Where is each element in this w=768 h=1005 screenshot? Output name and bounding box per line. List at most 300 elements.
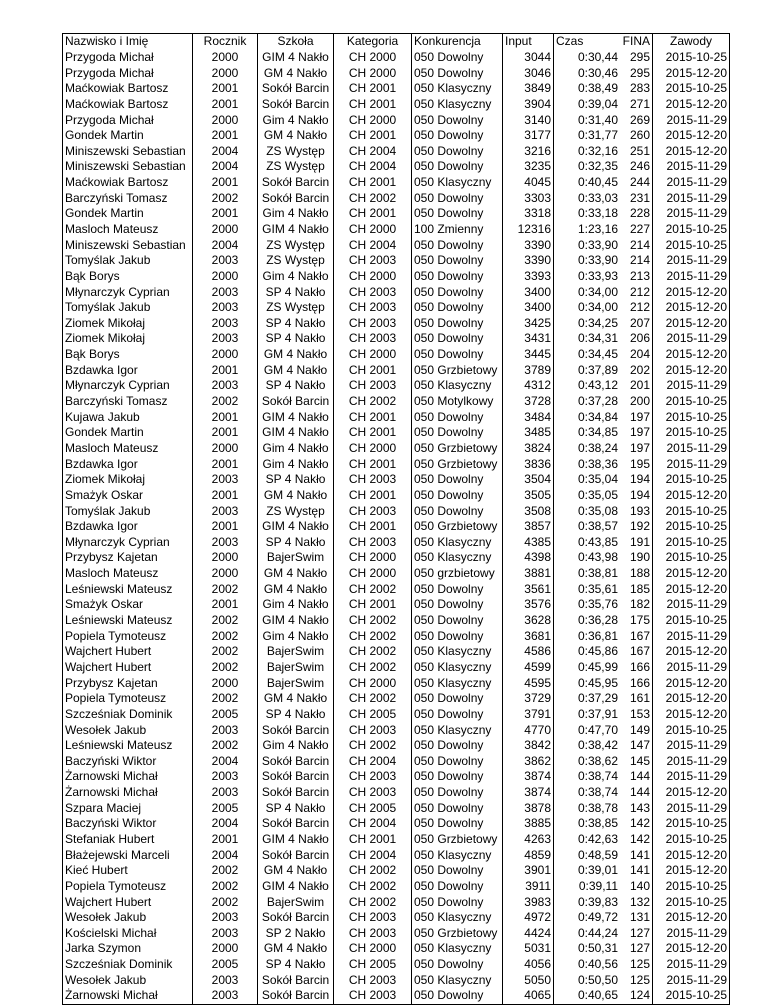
cell-meet: 2015-10-25 — [653, 409, 730, 425]
cell-meet: 2015-10-25 — [653, 519, 730, 535]
cell-category: CH 2002 — [334, 613, 412, 629]
cell-school: BajerSwim — [258, 660, 334, 676]
cell-event: 050 Dowolny — [412, 738, 503, 754]
table-row — [63, 300, 730, 316]
cell-input: 4045 — [503, 175, 554, 191]
cell-event: 050 Klasyczny — [412, 972, 503, 988]
cell-input: 3983 — [503, 894, 554, 910]
cell-fina: 283 — [629, 81, 650, 96]
table-row — [63, 785, 730, 801]
cell-meet: 2015-10-25 — [653, 425, 730, 441]
table-row — [63, 910, 730, 926]
cell-input: 3393 — [503, 269, 554, 285]
cell-name: Młynarczyk Cyprian — [63, 535, 193, 551]
table-row — [63, 316, 730, 332]
cell-time: 0:49,72 — [554, 910, 621, 926]
cell-fina: 140 — [629, 878, 650, 893]
cell-school: Gim 4 Nakło — [258, 597, 334, 613]
cell-category: CH 2004 — [334, 159, 412, 175]
cell-time: 0:34,25 — [554, 316, 621, 332]
cell-year: 2001 — [193, 597, 258, 613]
cell-name: Masloch Mateusz — [63, 441, 193, 457]
cell-input: 3791 — [503, 707, 554, 723]
cell-meet: 2015-12-20 — [653, 284, 730, 300]
cell-fina: 204 — [629, 347, 650, 362]
table-row — [63, 879, 730, 895]
table-row — [63, 394, 730, 410]
cell-fina: 206 — [629, 331, 650, 346]
cell-category: CH 2005 — [334, 707, 412, 723]
cell-meet: 2015-10-25 — [653, 535, 730, 551]
cell-input: 3842 — [503, 738, 554, 754]
table-row — [63, 847, 730, 863]
cell-school: Sokół Barcin — [258, 190, 334, 206]
cell-time: 0:38,36 — [554, 456, 621, 472]
cell-meet: 2015-12-20 — [653, 581, 730, 597]
cell-time: 0:33,90 — [554, 237, 621, 253]
cell-event: 050 Dowolny — [412, 253, 503, 269]
cell-year: 2000 — [193, 112, 258, 128]
cell-category: CH 2002 — [334, 660, 412, 676]
cell-time: 0:30,46 — [554, 65, 621, 81]
cell-year: 2002 — [193, 581, 258, 597]
cell-category: CH 2005 — [334, 800, 412, 816]
cell-input: 4599 — [503, 660, 554, 676]
cell-year: 2004 — [193, 816, 258, 832]
cell-category: CH 2000 — [334, 566, 412, 582]
cell-name: Młynarczyk Cyprian — [63, 378, 193, 394]
cell-meet: 2015-12-20 — [653, 863, 730, 879]
header-category: Kategoria — [334, 34, 412, 50]
cell-event: 050 Klasyczny — [412, 722, 503, 738]
cell-event: 100 Zmienny — [412, 222, 503, 238]
cell-year: 2002 — [193, 863, 258, 879]
cell-school: Sokół Barcin — [258, 910, 334, 926]
cell-time: 0:45,86 — [554, 644, 621, 660]
table-row — [63, 926, 730, 942]
cell-year: 2003 — [193, 535, 258, 551]
cell-time: 0:35,05 — [554, 488, 621, 504]
cell-event: 050 Dowolny — [412, 316, 503, 332]
cell-time: 0:39,83 — [554, 894, 621, 910]
cell-time: 0:47,70 — [554, 722, 621, 738]
cell-school: ZS Występ — [258, 253, 334, 269]
cell-school: Sokół Barcin — [258, 753, 334, 769]
cell-time: 0:35,04 — [554, 472, 621, 488]
cell-time: 0:40,65 — [554, 988, 621, 1004]
cell-fina: 200 — [629, 394, 650, 409]
cell-school: Sokół Barcin — [258, 847, 334, 863]
cell-input: 3485 — [503, 425, 554, 441]
cell-name: Żarnowski Michał — [63, 769, 193, 785]
cell-time: 0:43,85 — [554, 535, 621, 551]
cell-meet: 2015-12-20 — [653, 300, 730, 316]
cell-event: 050 Dowolny — [412, 581, 503, 597]
cell-input: 4056 — [503, 957, 554, 973]
cell-fina: 213 — [629, 268, 650, 283]
cell-category: CH 2003 — [334, 988, 412, 1004]
cell-input: 3561 — [503, 581, 554, 597]
table-row — [63, 222, 730, 238]
cell-school: GIM 4 Nakło — [258, 832, 334, 848]
cell-meet: 2015-11-29 — [653, 206, 730, 222]
cell-time: 0:34,85 — [554, 425, 621, 441]
cell-time: 0:45,99 — [554, 660, 621, 676]
cell-time: 0:34,00 — [554, 284, 621, 300]
table-row — [63, 707, 730, 723]
cell-input: 3508 — [503, 503, 554, 519]
table-row — [63, 488, 730, 504]
cell-year: 2000 — [193, 441, 258, 457]
cell-event: 050 Dowolny — [412, 628, 503, 644]
cell-name: Przygoda Michał — [63, 50, 193, 66]
table-row — [63, 894, 730, 910]
cell-category: CH 2000 — [334, 347, 412, 363]
cell-school: SP 4 Nakło — [258, 535, 334, 551]
cell-time: 0:43,12 — [554, 378, 621, 394]
cell-year: 2001 — [193, 832, 258, 848]
cell-school: ZS Występ — [258, 159, 334, 175]
cell-meet: 2015-10-25 — [653, 394, 730, 410]
cell-input: 3431 — [503, 331, 554, 347]
header-input: Input — [503, 34, 554, 50]
cell-fina: 190 — [629, 550, 650, 565]
table-row — [63, 362, 730, 378]
cell-category: CH 2003 — [334, 300, 412, 316]
cell-school: Gim 4 Nakło — [258, 269, 334, 285]
cell-name: Wesołek Jakub — [63, 722, 193, 738]
cell-year: 2001 — [193, 175, 258, 191]
cell-school: GIM 4 Nakło — [258, 613, 334, 629]
cell-school: SP 4 Nakło — [258, 957, 334, 973]
cell-event: 050 Klasyczny — [412, 910, 503, 926]
cell-fina: 195 — [629, 456, 650, 471]
cell-meet: 2015-12-20 — [653, 316, 730, 332]
cell-fina: 197 — [629, 409, 650, 424]
cell-school: SP 4 Nakło — [258, 378, 334, 394]
cell-year: 2002 — [193, 628, 258, 644]
cell-category: CH 2002 — [334, 879, 412, 895]
cell-fina: 202 — [629, 362, 650, 377]
cell-school: GM 4 Nakło — [258, 691, 334, 707]
cell-input: 3425 — [503, 316, 554, 332]
cell-input: 4770 — [503, 722, 554, 738]
table-row — [63, 190, 730, 206]
table-row — [63, 97, 730, 113]
cell-fina: 125 — [629, 957, 650, 972]
cell-event: 050 Grzbietowy — [412, 832, 503, 848]
cell-year: 2003 — [193, 785, 258, 801]
cell-school: Gim 4 Nakło — [258, 441, 334, 457]
cell-fina: 153 — [629, 706, 650, 721]
cell-name: Leśniewski Mateusz — [63, 613, 193, 629]
cell-event: 050 Dowolny — [412, 206, 503, 222]
cell-fina: 125 — [629, 972, 650, 987]
cell-name: Bzdawka Igor — [63, 456, 193, 472]
table-row — [63, 535, 730, 551]
cell-school: GM 4 Nakło — [258, 566, 334, 582]
table-row — [63, 206, 730, 222]
table-row — [63, 409, 730, 425]
cell-category: CH 2005 — [334, 957, 412, 973]
cell-year: 2002 — [193, 394, 258, 410]
cell-event: 050 Grzbietowy — [412, 441, 503, 457]
cell-school: Gim 4 Nakło — [258, 456, 334, 472]
cell-input: 3044 — [503, 50, 554, 66]
cell-category: CH 2001 — [334, 97, 412, 113]
cell-fina: 127 — [629, 925, 650, 940]
cell-event: 050 Dowolny — [412, 190, 503, 206]
cell-input: 3904 — [503, 97, 554, 113]
cell-input: 3857 — [503, 519, 554, 535]
cell-year: 2003 — [193, 503, 258, 519]
cell-meet: 2015-11-29 — [653, 175, 730, 191]
cell-year: 2000 — [193, 50, 258, 66]
table-row — [63, 331, 730, 347]
cell-year: 2004 — [193, 143, 258, 159]
table-row — [63, 175, 730, 191]
table-row — [63, 644, 730, 660]
cell-name: Popiela Tymoteusz — [63, 691, 193, 707]
cell-time: 0:37,29 — [554, 691, 621, 707]
cell-meet: 2015-12-20 — [653, 128, 730, 144]
cell-year: 2003 — [193, 331, 258, 347]
cell-fina: 144 — [629, 769, 650, 784]
table-row — [63, 378, 730, 394]
cell-meet: 2015-11-29 — [653, 660, 730, 676]
cell-meet: 2015-10-25 — [653, 894, 730, 910]
cell-meet: 2015-11-29 — [653, 972, 730, 988]
cell-input: 3628 — [503, 613, 554, 629]
cell-event: 050 Dowolny — [412, 503, 503, 519]
cell-input: 3303 — [503, 190, 554, 206]
cell-category: CH 2001 — [334, 206, 412, 222]
cell-category: CH 2003 — [334, 910, 412, 926]
cell-meet: 2015-11-29 — [653, 159, 730, 175]
cell-meet: 2015-11-29 — [653, 800, 730, 816]
cell-school: GM 4 Nakło — [258, 362, 334, 378]
table-row — [63, 50, 730, 66]
cell-fina: 246 — [629, 159, 650, 174]
cell-year: 2003 — [193, 300, 258, 316]
cell-name: Masloch Mateusz — [63, 566, 193, 582]
cell-fina: 127 — [629, 941, 650, 956]
cell-school: Sokół Barcin — [258, 722, 334, 738]
cell-input: 3874 — [503, 769, 554, 785]
cell-time: 0:33,93 — [554, 269, 621, 285]
cell-event: 050 Dowolny — [412, 800, 503, 816]
cell-year: 2002 — [193, 894, 258, 910]
cell-fina: 141 — [629, 863, 650, 878]
table-row — [63, 550, 730, 566]
cell-time: 0:39,11 — [554, 879, 621, 895]
cell-input: 3849 — [503, 81, 554, 97]
cell-input: 3318 — [503, 206, 554, 222]
cell-event: 050 Klasyczny — [412, 847, 503, 863]
cell-category: CH 2002 — [334, 738, 412, 754]
cell-category: CH 2003 — [334, 316, 412, 332]
cell-meet: 2015-10-25 — [653, 50, 730, 66]
cell-category: CH 2001 — [334, 128, 412, 144]
cell-year: 2000 — [193, 550, 258, 566]
cell-time: 0:43,98 — [554, 550, 621, 566]
cell-event: 050 Grzbietowy — [412, 519, 503, 535]
cell-category: CH 2001 — [334, 362, 412, 378]
cell-name: Smażyk Oskar — [63, 488, 193, 504]
cell-fina: 149 — [629, 722, 650, 737]
cell-name: Młynarczyk Cyprian — [63, 284, 193, 300]
cell-event: 050 Dowolny — [412, 863, 503, 879]
cell-year: 2001 — [193, 362, 258, 378]
cell-name: Wajchert Hubert — [63, 660, 193, 676]
table-row — [63, 253, 730, 269]
cell-school: GIM 4 Nakło — [258, 409, 334, 425]
cell-time: 0:32,16 — [554, 143, 621, 159]
cell-school: SP 4 Nakło — [258, 284, 334, 300]
cell-event: 050 Dowolny — [412, 894, 503, 910]
cell-name: Gondek Martin — [63, 128, 193, 144]
cell-year: 2003 — [193, 378, 258, 394]
cell-event: 050 Dowolny — [412, 707, 503, 723]
cell-year: 2004 — [193, 237, 258, 253]
cell-name: Gondek Martin — [63, 425, 193, 441]
header-row — [63, 34, 730, 50]
cell-category: CH 2003 — [334, 722, 412, 738]
cell-year: 2001 — [193, 409, 258, 425]
cell-name: Miniszewski Sebastian — [63, 237, 193, 253]
cell-event: 050 Dowolny — [412, 128, 503, 144]
cell-name: Błażejewski Marceli — [63, 847, 193, 863]
cell-name: Miniszewski Sebastian — [63, 143, 193, 159]
cell-event: 050 Dowolny — [412, 488, 503, 504]
table-row — [63, 753, 730, 769]
cell-meet: 2015-10-25 — [653, 722, 730, 738]
cell-fina: 142 — [629, 816, 650, 831]
cell-year: 2000 — [193, 941, 258, 957]
table-row — [63, 159, 730, 175]
cell-category: CH 2002 — [334, 894, 412, 910]
cell-time: 0:37,91 — [554, 707, 621, 723]
cell-time: 0:36,28 — [554, 613, 621, 629]
cell-time: 0:37,28 — [554, 394, 621, 410]
table-row — [63, 81, 730, 97]
cell-event: 050 Grzbietowy — [412, 926, 503, 942]
cell-input: 3728 — [503, 394, 554, 410]
header-fina: FINA — [620, 34, 653, 50]
cell-category: CH 2003 — [334, 972, 412, 988]
cell-meet: 2015-11-29 — [653, 112, 730, 128]
cell-meet: 2015-12-20 — [653, 785, 730, 801]
cell-school: GIM 4 Nakło — [258, 222, 334, 238]
cell-year: 2000 — [193, 65, 258, 81]
cell-meet: 2015-10-25 — [653, 237, 730, 253]
cell-category: CH 2003 — [334, 284, 412, 300]
cell-name: Bąk Borys — [63, 269, 193, 285]
cell-school: GM 4 Nakło — [258, 65, 334, 81]
cell-school: GM 4 Nakło — [258, 128, 334, 144]
cell-meet: 2015-10-25 — [653, 503, 730, 519]
cell-time: 0:38,57 — [554, 519, 621, 535]
cell-time: 1:23,16 — [554, 222, 621, 238]
cell-time: 0:32,35 — [554, 159, 621, 175]
cell-meet: 2015-11-29 — [653, 331, 730, 347]
cell-year: 2004 — [193, 159, 258, 175]
cell-time: 0:34,00 — [554, 300, 621, 316]
cell-name: Przygoda Michał — [63, 112, 193, 128]
table-row — [63, 941, 730, 957]
table-row — [63, 65, 730, 81]
cell-event: 050 Grzbietowy — [412, 456, 503, 472]
cell-meet: 2015-10-25 — [653, 879, 730, 895]
cell-time: 0:33,90 — [554, 253, 621, 269]
cell-meet: 2015-11-29 — [653, 926, 730, 942]
cell-year: 2003 — [193, 988, 258, 1004]
cell-meet: 2015-12-20 — [653, 566, 730, 582]
cell-name: Szpara Maciej — [63, 800, 193, 816]
cell-meet: 2015-12-20 — [653, 362, 730, 378]
cell-school: ZS Występ — [258, 300, 334, 316]
cell-fina: 251 — [629, 143, 650, 158]
cell-meet: 2015-11-29 — [653, 957, 730, 973]
cell-time: 0:38,24 — [554, 441, 621, 457]
cell-time: 0:38,78 — [554, 800, 621, 816]
table-row — [63, 143, 730, 159]
cell-year: 2003 — [193, 910, 258, 926]
cell-year: 2001 — [193, 81, 258, 97]
cell-year: 2005 — [193, 800, 258, 816]
cell-fina: 231 — [629, 190, 650, 205]
cell-time: 0:44,24 — [554, 926, 621, 942]
cell-name: Kujawa Jakub — [63, 409, 193, 425]
cell-name: Ziomek Mikołaj — [63, 331, 193, 347]
table-row — [63, 112, 730, 128]
header-year: Rocznik — [193, 34, 258, 50]
cell-time: 0:38,74 — [554, 785, 621, 801]
cell-school: Sokół Barcin — [258, 97, 334, 113]
cell-event: 050 Dowolny — [412, 879, 503, 895]
cell-input: 3216 — [503, 143, 554, 159]
cell-school: Gim 4 Nakło — [258, 738, 334, 754]
table-row — [63, 738, 730, 754]
cell-name: Masloch Mateusz — [63, 222, 193, 238]
cell-event: 050 Dowolny — [412, 988, 503, 1004]
header-name: Nazwisko i Imię — [63, 34, 193, 50]
cell-year: 2000 — [193, 675, 258, 691]
cell-event: 050 Dowolny — [412, 785, 503, 801]
cell-input: 3901 — [503, 863, 554, 879]
cell-event: 050 Dowolny — [412, 300, 503, 316]
cell-name: Jarka Szymon — [63, 941, 193, 957]
table-row — [63, 441, 730, 457]
cell-year: 2005 — [193, 957, 258, 973]
cell-category: CH 2004 — [334, 237, 412, 253]
table-row — [63, 691, 730, 707]
cell-event: 050 Dowolny — [412, 143, 503, 159]
cell-time: 0:33,18 — [554, 206, 621, 222]
cell-meet: 2015-10-25 — [653, 550, 730, 566]
table-row — [63, 628, 730, 644]
cell-input: 3445 — [503, 347, 554, 363]
cell-category: CH 2000 — [334, 441, 412, 457]
cell-school: SP 4 Nakło — [258, 331, 334, 347]
cell-category: CH 2004 — [334, 143, 412, 159]
cell-input: 3504 — [503, 472, 554, 488]
cell-year: 2004 — [193, 847, 258, 863]
header-meet: Zawody — [653, 34, 730, 50]
cell-input: 3885 — [503, 816, 554, 832]
cell-event: 050 Klasyczny — [412, 644, 503, 660]
cell-fina: 142 — [629, 831, 650, 846]
